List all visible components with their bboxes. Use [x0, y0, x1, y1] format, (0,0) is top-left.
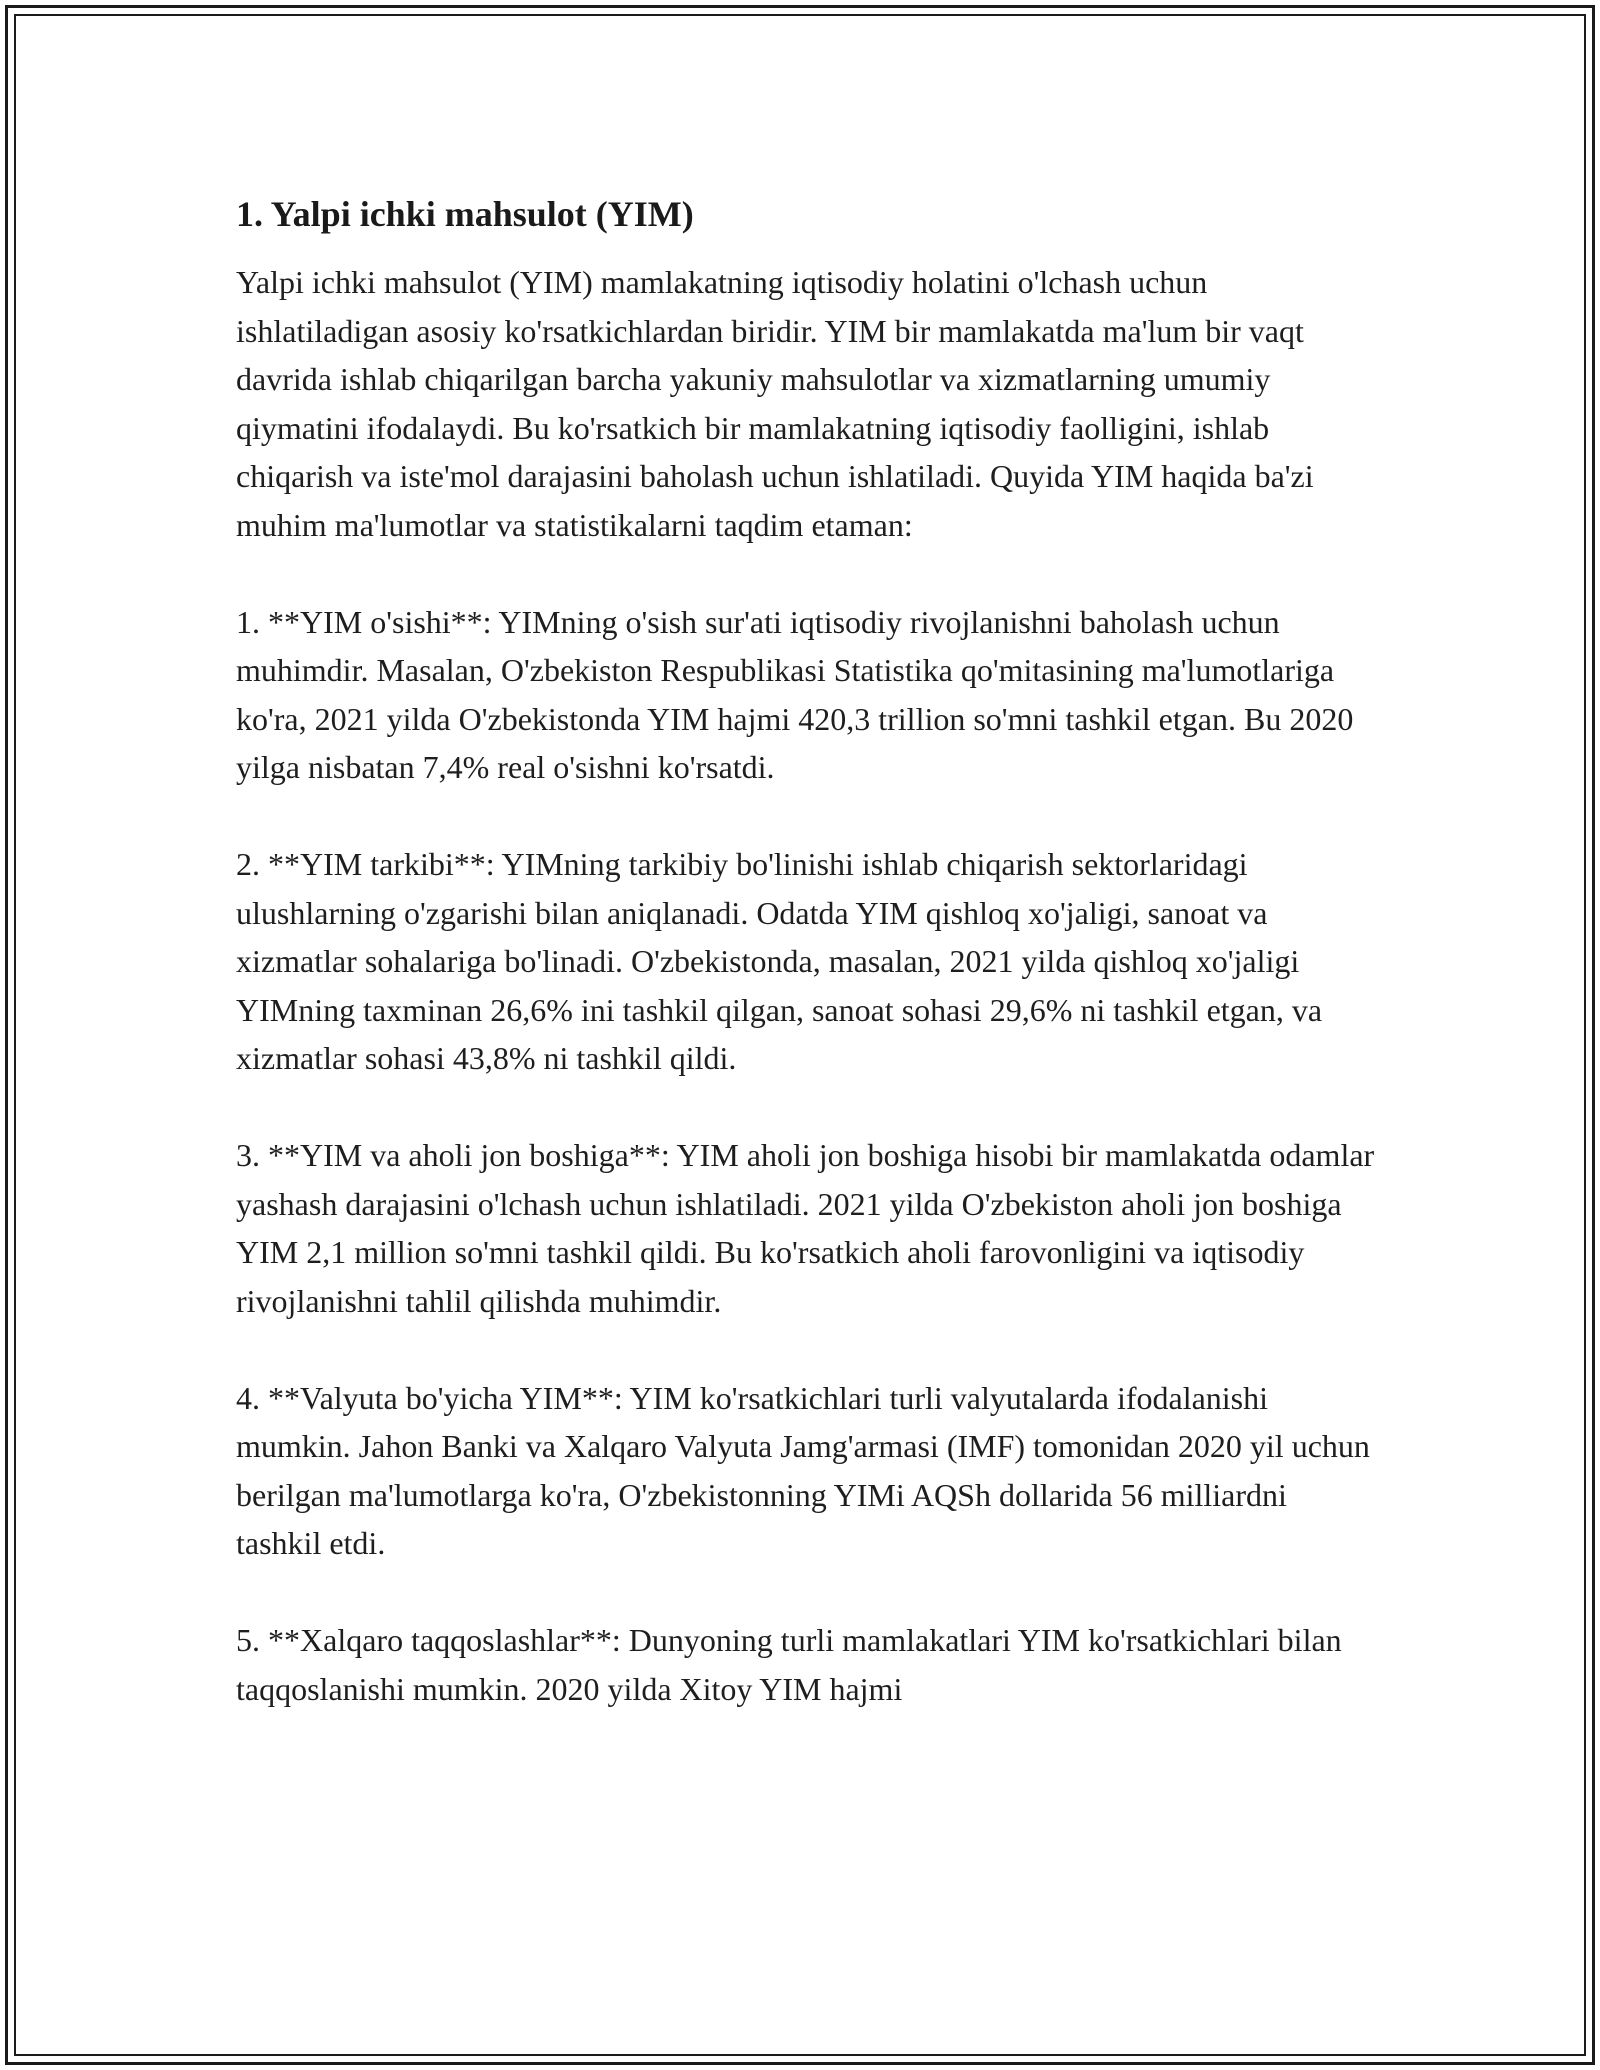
paragraph-yim-growth: 1. **YIM o'sishi**: YIMning o'sish sur'ati iqtisodiy rivojlanishni baholash uchun muhimdir. Masalan, O'zbekiston Respublikasi Statistika qo'mitasining ma'lumotlariga ko'ra, 2021 yilda O'zbekistonda YIM hajmi 420,3 trillion so'mni tashkil etgan. Bu 2020 yilga nisbatan 7,4% real o'sishni ko'rsatdi. — [236, 603, 1354, 785]
section-heading: 1. Yalpi ichki mahsulot (YIM) — [236, 194, 694, 234]
paragraph-international-comparison: 5. **Xalqaro taqqoslashlar**: Dunyoning turli mamlakatlari YIM ko'rsatkichlari bilan taqqoslanishi mumkin. 2020 yilda Xitoy YIM hajmi — [236, 1622, 1342, 1707]
paragraph-yim-structure: 2. **YIM tarkibi**: YIMning tarkibiy bo'linishi ishlab chiqarish sektorlaridagi ulushlarning o'zgarishi bilan aniqlanadi. Odatda YIM qishloq xo'jaligi, sanoat va xizmatlar sohalariga bo'linadi. O'zbekistonda, masalan, 2021 yilda qishloq xo'jaligi YIMning taxminan 26,6% ini tashkil qilgan, sanoat sohasi 29,6% ni tashkil etgan, va xizmatlar sohasi 43,8% ni tashkil qildi. — [236, 846, 1323, 1076]
paragraph-yim-currency: 4. **Valyuta bo'yicha YIM**: YIM ko'rsatkichlari turli valyutalarda ifodalanishi mumkin. Jahon Banki va Xalqaro Valyuta Jamg'armasi (IMF) tomonidan 2020 yil uchun berilgan ma'lumotlarga ko'ra, O'zbekistonning YIMi AQSh dollarida 56 milliardni tashkil etdi. — [236, 1379, 1370, 1561]
document-body — [236, 190, 1376, 1762]
intro-paragraph: Yalpi ichki mahsulot (YIM) mamlakatning iqtisodiy holatini o'lchash uchun ishlatiladigan asosiy ko'rsatkichlardan biridir. YIM bir mamlakatda ma'lum bir vaqt davrida ishlab chiqarilgan barcha yakuniy mahsulotlar va xizmatlarning umumiy qiymatini ifodalaydi. Bu ko'rsatkich bir mamlakatning iqtisodiy faolligini, ishlab chiqarish va iste'mol darajasini baholash uchun ishlatiladi. Quyida YIM haqida ba'zi muhim ma'lumotlar va statistikalarni taqdim etaman: — [236, 264, 1314, 543]
paragraph-yim-per-capita: 3. **YIM va aholi jon boshiga**: YIM aholi jon boshiga hisobi bir mamlakatda odamlar yashash darajasini o'lchash uchun ishlatiladi. 2021 yilda O'zbekiston aholi jon boshiga YIM 2,1 million so'mni tashkil qildi. Bu ko'rsatkich aholi farovonligini va iqtisodiy rivojlanishni tahlil qilishda muhimdir. — [236, 1137, 1375, 1319]
